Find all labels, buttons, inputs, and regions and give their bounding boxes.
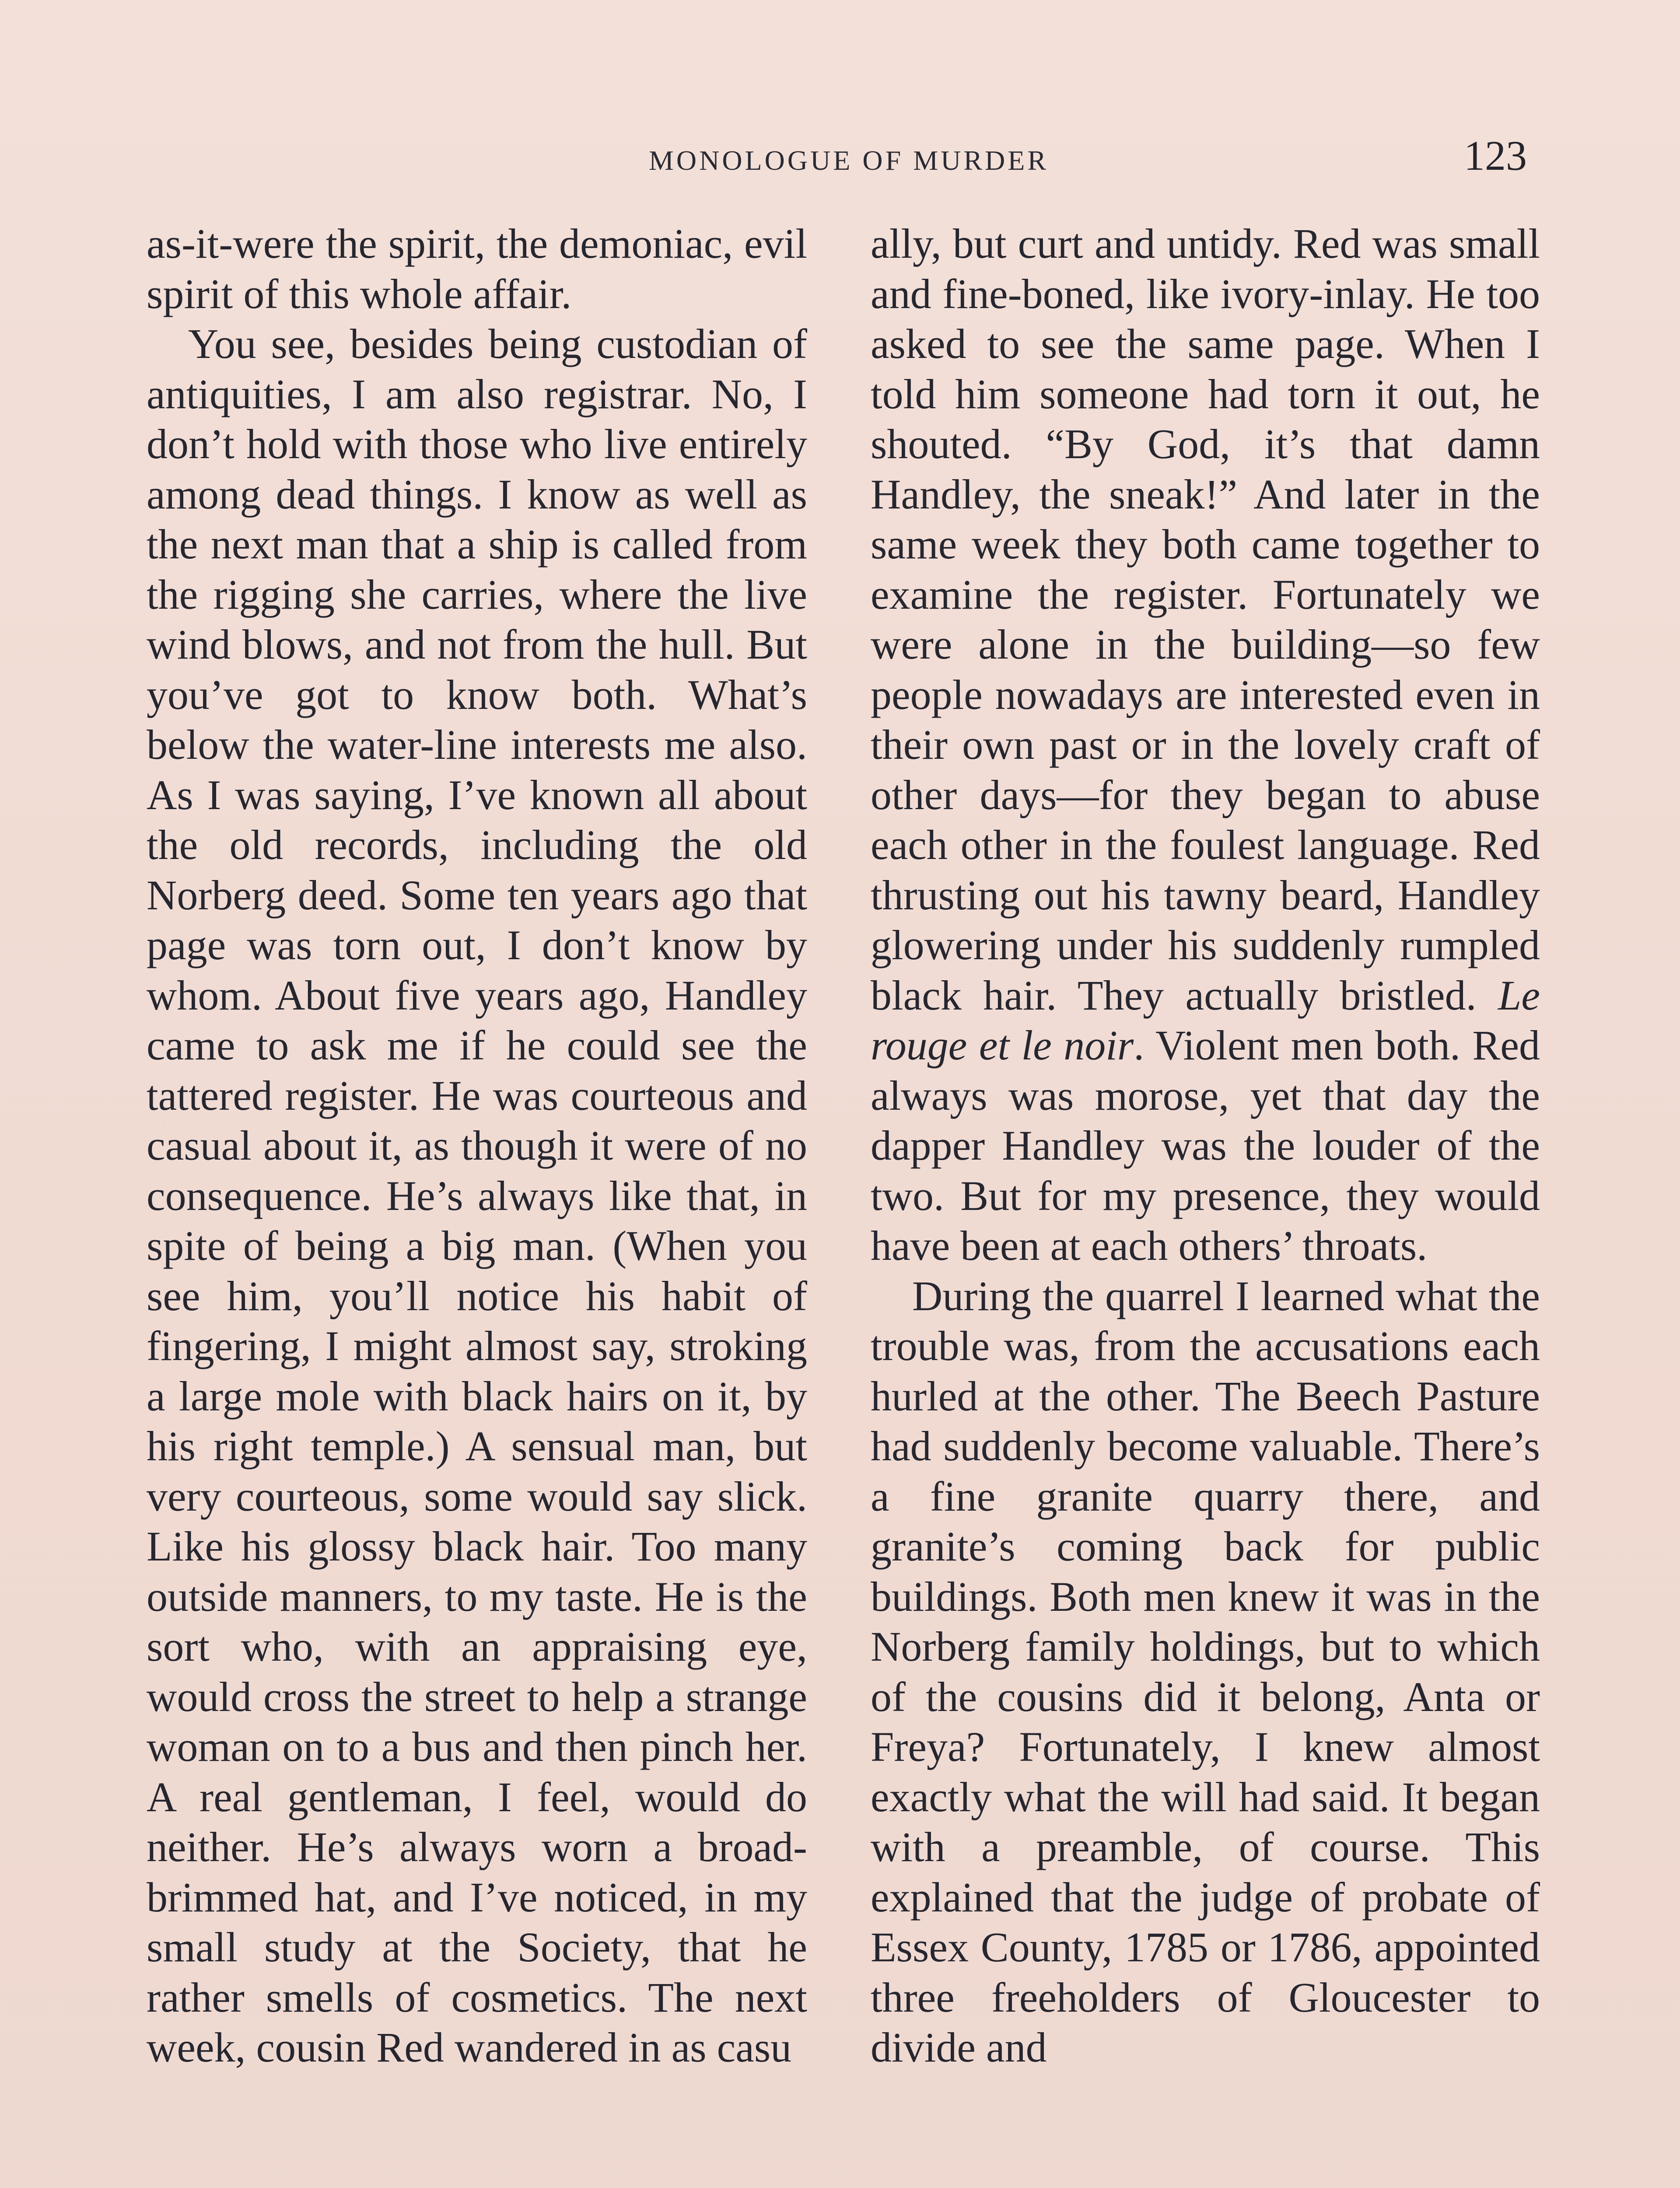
- right-column: [871, 219, 1540, 2073]
- paragraph: [871, 219, 1540, 1271]
- running-title: MONOLOGUE OF MURDER: [648, 145, 1049, 176]
- paragraph: During the quarrel I learned what the trouble was, from the accusations each hurled at the other. The Beech Pasture had suddenly become valuable. There’s a fine granite quarry there, and granite’s coming back for public buildings. Both men knew it was in the Norberg family holdings, but to which of the cousins did it belong, Anta or Freya? Fortunately, I knew almost exactly what the will had said. It began with a preamble, of course. This explained that the judge of probate of Essex County, 1785 or 1786, appointed three freeholders of Gloucester to divide and: [871, 1272, 1540, 2071]
- text-run: . Violent men both. Red always was morose, yet that day the dapper Handley was the louder of the two. But for my presence, they would have been at each others’ throats.: [871, 1022, 1540, 1269]
- page-number: 123: [1464, 132, 1527, 179]
- italic-phrase: Le rouge et le noir: [871, 971, 1540, 1069]
- running-head: [149, 131, 1549, 184]
- paragraph: as-it-were the spirit, the demoniac, evil spirit of this whole affair.: [147, 220, 807, 317]
- left-column: [147, 219, 807, 2073]
- paragraph: You see, besides being custodian of antiquities, I am also registrar. No, I don’t hold with those who live entirely among dead things. I know as well as the next man that a ship is called from the rigging she carries, where the live wind blows, and not from the hull. But you’ve got to know both. What’s below the water-line interests me also. As I was saying, I’ve known all about the old records, including the old Norberg deed. Some ten years ago that page was torn out, I don’t know by whom. About five years ago, Handley came to ask me if he could see the tattered register. He was courteous and casual about it, as though it were of no consequence. He’s always like that, in spite of being a big man. (When you see him, you’ll notice his habit of fingering, I might almost say, stroking a large mole with black hairs on it, by his right temple.) A sensual man, but very courteous, some would say slick. Like his glossy black hair. Too many outside manners, to my taste. He is the sort who, with an appraising eye, would cross the street to help a strange woman on to a bus and then pinch her. A real gentleman, I feel, would do neither. He’s always worn a broad-brimmed hat, and I’ve noticed, in my small study at the Society, that he rather smells of cosmetics. The next week, cousin Red wandered in as casu: [147, 320, 807, 2071]
- text-run: ally, but curt and untidy. Red was small and fine-boned, like ivory-inlay. He too asked to see the same page. When I told him someone had torn it out, he shouted. “By God, it’s that damn Handley, the sneak!” And later in the same week they both came together to examine the register. Fortunately we were alone in the building—so few people nowadays are interested even in their own past or in the lovely craft of other days—for they began to abuse each other in the foulest language. Red thrusting out his tawny beard, Handley glowering under his suddenly rumpled black hair. They actually bristled.: [871, 220, 1540, 1019]
